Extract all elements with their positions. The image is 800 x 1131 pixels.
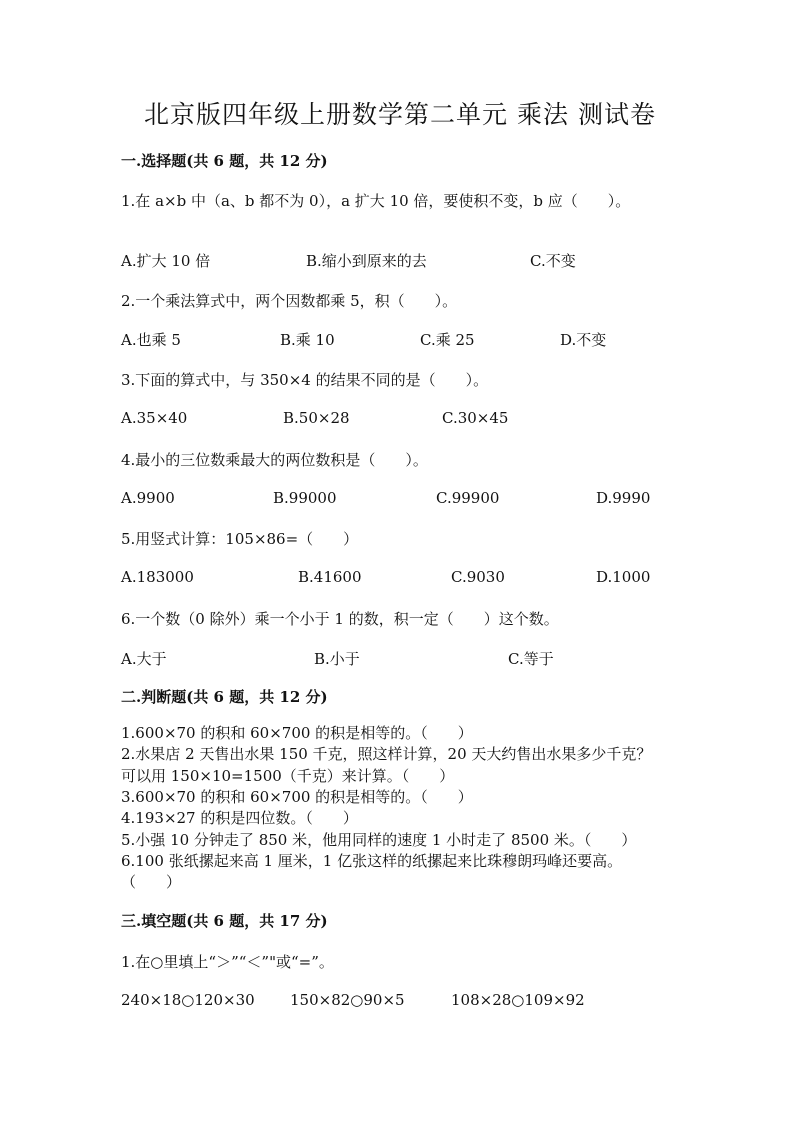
page-title: 北京版四年级上册数学第二单元 乘法 测试卷 — [144, 100, 656, 129]
judgement-line: 6.100 张纸摞起来高 1 厘米，1 亿张这样的纸摞起来比珠穆朗玛峰还要高。 — [121, 852, 623, 870]
option-a: A.183000 — [121, 568, 194, 586]
question-text: 4.最小的三位数乘最大的两位数积是（ ）。 — [121, 451, 428, 469]
option-b: B.乘 10 — [280, 331, 335, 349]
option-b: B.50×28 — [283, 409, 350, 427]
compare-item: 150×82○90×5 — [290, 991, 405, 1009]
compare-item: 108×28○109×92 — [451, 991, 585, 1009]
judgement-line: 2.水果店 2 天售出水果 150 千克，照这样计算，20 天大约售出水果多少千克？ — [121, 745, 652, 763]
question-text: 1.在○里填上“＞”“＜”"或“=”。 — [121, 953, 334, 971]
judgement-line: 5.小强 10 分钟走了 850 米，他用同样的速度 1 小时走了 8500 米。（ ） — [121, 831, 637, 849]
judgement-line: （ ） — [121, 873, 182, 891]
option-a: A.35×40 — [121, 409, 188, 427]
judgement-line: 4.193×27 的积是四位数。（ ） — [121, 809, 358, 827]
option-c: C.等于 — [508, 650, 554, 668]
option-c: C.9030 — [451, 568, 505, 586]
section-heading-judgement: 二.判断题(共 6 题，共 12 分) — [121, 688, 328, 706]
option-a: A.扩大 10 倍 — [121, 252, 211, 270]
option-c: C.30×45 — [442, 409, 509, 427]
option-a: A.9900 — [121, 489, 175, 507]
option-b: B.缩小到原来的去 — [306, 252, 427, 270]
judgement-line: 可以用 150×10=1500（千克）来计算。（ ） — [121, 767, 455, 785]
section-heading-choice: 一.选择题(共 6 题，共 12 分) — [121, 152, 328, 170]
option-b: B.小于 — [314, 650, 360, 668]
question-text: 5.用竖式计算：105×86=（ ） — [121, 530, 359, 548]
judgement-line: 3.600×70 的积和 60×700 的积是相等的。（ ） — [121, 788, 473, 806]
question-text: 3.下面的算式中，与 350×4 的结果不同的是（ ）。 — [121, 371, 489, 389]
option-d: D.不变 — [560, 331, 607, 349]
option-a: A.大于 — [121, 650, 167, 668]
option-d: D.1000 — [596, 568, 651, 586]
option-a: A.也乘 5 — [121, 331, 181, 349]
section-heading-fill: 三.填空题(共 6 题，共 17 分) — [121, 912, 328, 930]
question-text: 6.一个数（0 除外）乘一个小于 1 的数，积一定（ ）这个数。 — [121, 610, 559, 628]
question-text: 2.一个乘法算式中，两个因数都乘 5，积（ ）。 — [121, 292, 458, 310]
option-c: C.乘 25 — [420, 331, 475, 349]
option-b: B.41600 — [298, 568, 362, 586]
option-c: C.99900 — [436, 489, 500, 507]
option-d: D.9990 — [596, 489, 651, 507]
compare-item: 240×18○120×30 — [121, 991, 255, 1009]
question-text: 1.在 a×b 中（a、b 都不为 0），a 扩大 10 倍，要使积不变，b 应（ ）。 — [121, 192, 631, 210]
option-b: B.99000 — [273, 489, 337, 507]
judgement-line: 1.600×70 的积和 60×700 的积是相等的。（ ） — [121, 724, 473, 742]
option-c: C.不变 — [530, 252, 576, 270]
